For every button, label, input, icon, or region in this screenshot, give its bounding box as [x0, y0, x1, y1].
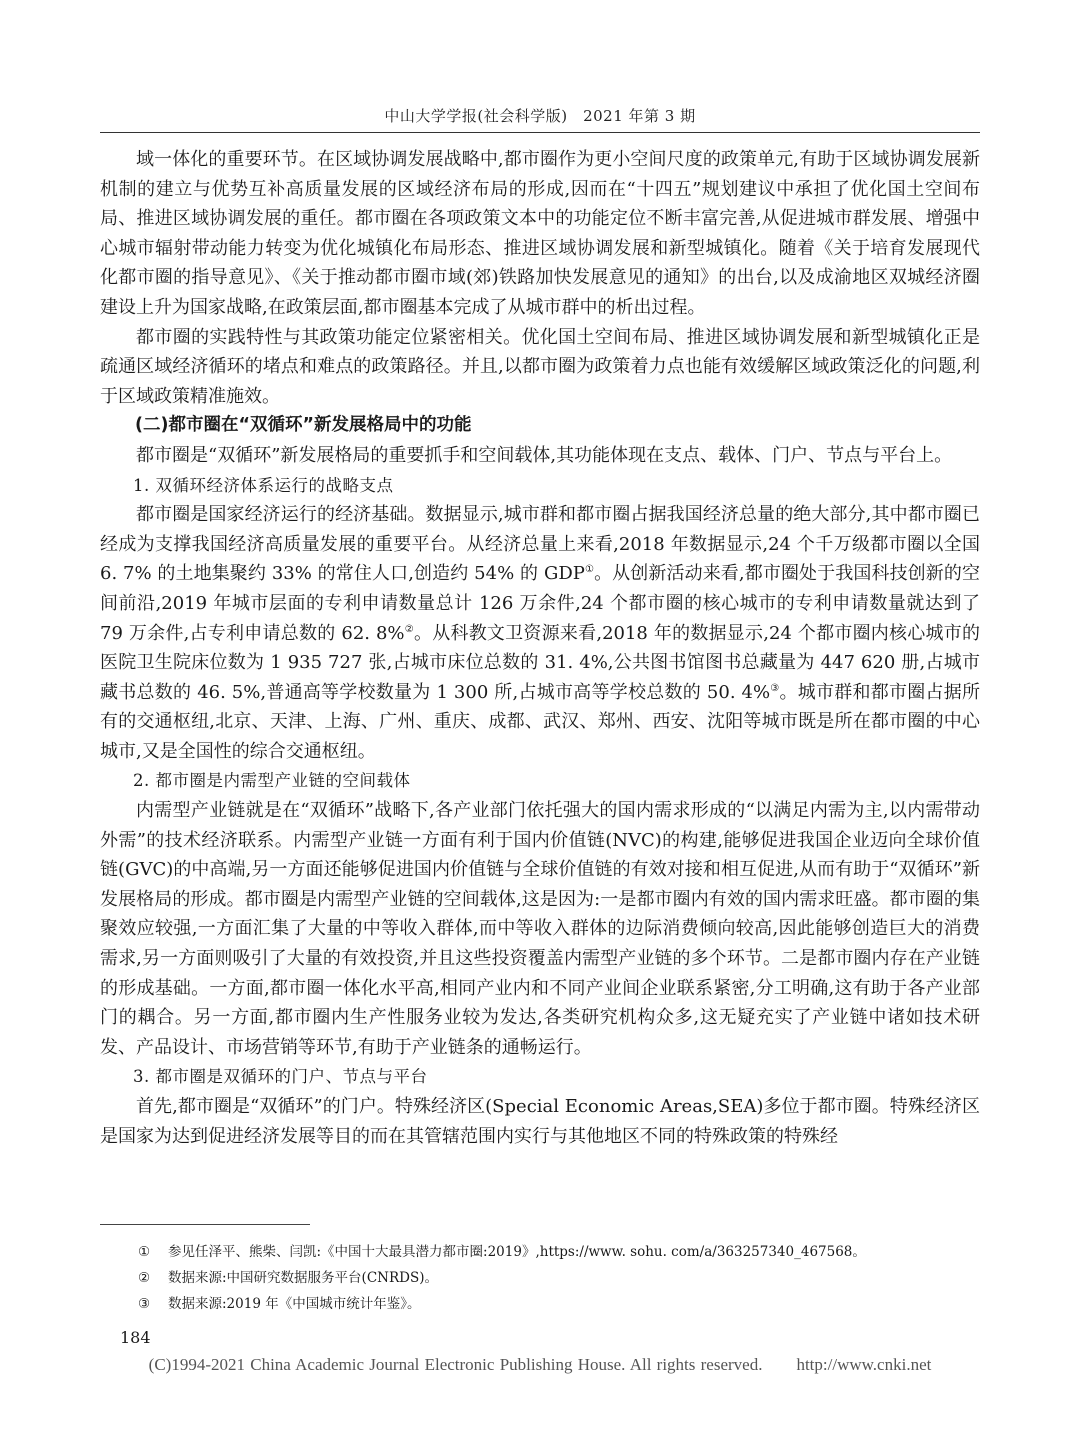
paragraph-4-part-a: 都市圈是国家经济运行的经济基础。数据显示,城市群和都市圈占据我国经济总量的绝大部分,其中都市圈已经成为支撑我国经济高质量发展的重要平台。从经济总量上来看,2018 年数据显示,24 个千万级都市圈以全国 6. 7% 的土地集聚约 33% 的常住人口,创造约 54% 的 GDP	[100, 504, 980, 585]
paragraph-1: 域一体化的重要环节。在区域协调发展战略中,都市圈作为更小空间尺度的政策单元,有助于区域协调发展新机制的建立与优势互补高质量发展的区域经济布局的形成,因而在“十四五”规划建议中承担了优化国土空间布局、推进区域协调发展的重任。都市圈在各项政策文本中的功能定位不断丰富完善,从促进城市群发展、增强中心城市辐射带动能力转变为优化城镇化布局形态、推进区域协调发展和新型城镇化。随着《关于培育发展现代化都市圈的指导意见》、《关于推动都市圈市域(郊)铁路加快发展意见的通知》的出台,以及成渝地区双城经济圈建设上升为国家战略,在政策层面,都市圈基本完成了从城市群中的析出过程。	[100, 149, 980, 318]
copyright-notice: (C)1994-2021 China Academic Journal Electronic Publishing House. All rights reserved. http://www.cnki.net	[148, 1355, 932, 1374]
paragraph-3: 都市圈是“双循环”新发展格局的重要抓手和空间载体,其功能体现在支点、载体、门户、节点与平台上。	[136, 444, 953, 466]
footnote-1	[100, 1239, 980, 1265]
running-header: 中山大学学报(社会科学版) 2021 年第 3 期	[384, 107, 696, 125]
footnote-text: 数据来源:中国研究数据服务平台(CNRDS)。	[168, 1270, 438, 1286]
footnote-3	[100, 1291, 980, 1317]
footnote-text: 数据来源:2019 年《中国城市统计年鉴》。	[168, 1296, 421, 1312]
footnote-rule	[100, 1224, 310, 1225]
footnote-mark: ③	[138, 1296, 151, 1312]
paragraph-5: 内需型产业链就是在“双循环”战略下,各产业部门依托强大的国内需求形成的“以满足内需为主,以内需带动外需”的技术经济联系。内需型产业链一方面有利于国内价值链(NVC)的构建,能够促进我国企业迈向全球价值链(GVC)的中高端,另一方面还能够促进国内价值链与全球价值链的有效对接和相互促进,从而有助于“双循环”新发展格局的形成。都市圈是内需型产业链的空间载体,这是因为:一是都市圈内有效的国内需求旺盛。都市圈的集聚效应较强,一方面汇集了大量的中等收入群体,而中等收入群体的边际消费倾向较高,因此能够创造巨大的消费需求,另一方面则吸引了大量的有效投资,并且这些投资覆盖内需型产业链的多个环节。二是都市圈内存在产业链的形成基础。一方面,都市圈一体化水平高,相同产业内和不同产业间企业联系紧密,分工明确,这有助于各产业部门的耦合。另一方面,都市圈内生产性服务业较为发达,各类研究机构众多,这无疑充实了产业链中诸如技术研发、产品设计、市场营销等环节,有助于产业链条的通畅运行。	[100, 800, 980, 1058]
subheading-3: 3. 都市圈是双循环的门户、节点与平台	[133, 1067, 428, 1087]
footnote-ref-2[interactable]: ②	[404, 623, 414, 635]
footnote-2	[100, 1265, 980, 1291]
page-number: 184	[120, 1328, 151, 1347]
paragraph-4-part-d: 。城市群和都市圈占据所有的交通枢纽,北京、天津、上海、广州、重庆、成都、武汉、郑州、西安、沈阳等城市既是所在都市圈的中心城市,又是全国性的综合交通枢纽。	[100, 681, 980, 762]
section-heading-2: (二)都市圈在“双循环”新发展格局中的功能	[135, 415, 472, 436]
subheading-2: 2. 都市圈是内需型产业链的空间载体	[133, 771, 411, 791]
subheading-1: 1. 双循环经济体系运行的战略支点	[133, 475, 394, 495]
footnote-ref-1[interactable]: ①	[584, 564, 595, 576]
paragraph-2: 都市圈的实践特性与其政策功能定位紧密相关。优化国土空间布局、推进区域协调发展和新型城镇化正是疏通区域经济循环的堵点和难点的政策路径。并且,以都市圈为政策着力点也能有效缓解区域政策泛化的问题,利于区域政策精准施效。	[100, 326, 980, 407]
paragraph-4	[100, 500, 980, 766]
paragraph-6: 首先,都市圈是“双循环”的门户。特殊经济区(Special Economic Areas,SEA)多位于都市圈。特殊经济区是国家为达到促进经济发展等目的而在其管辖范围内实行与其他地区不同的特殊政策的特殊经	[100, 1096, 980, 1147]
paragraph-4-part-c: 。从科教文卫资源来看,2018 年的数据显示,24 个都市圈内核心城市的医院卫生院床位数为 1 935 727 张,占城市床位总数的 31. 4%,公共图书馆图书总藏量为 447 620 册,占城市藏书总数的 46. 5%,普通高等学校数量为 1 300 所,占城市高等学校总数的 50. 4%	[100, 622, 980, 703]
footnotes	[100, 1239, 980, 1317]
article-body	[100, 145, 980, 1151]
footnote-ref-3[interactable]: ③	[770, 682, 780, 694]
footnote-mark: ①	[138, 1244, 151, 1260]
paragraph-4-part-b: 。从创新活动来看,都市圈处于我国科技创新的空间前沿,2019 年城市层面的专利申请数量总计 126 万余件,24 个都市圈的核心城市的专利申请数量就达到了 79 万余件,占专利申请总数的 62. 8%	[100, 563, 980, 644]
header-rule	[100, 132, 980, 133]
footnote-mark: ②	[138, 1270, 151, 1286]
footnote-text: 参见任泽平、熊柴、闫凯:《中国十大最具潜力都市圈:2019》,https://www. sohu. com/a/363257340_467568。	[168, 1244, 866, 1260]
